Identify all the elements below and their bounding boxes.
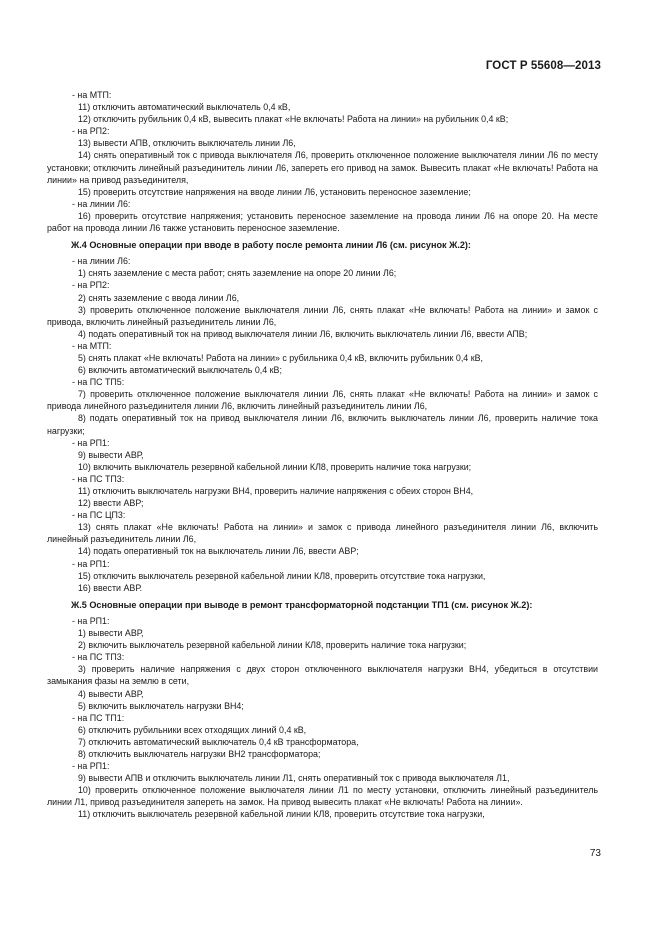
- location-label: - на РП2:: [72, 126, 110, 137]
- location-label: - на ПС ТП3:: [72, 652, 125, 663]
- procedure-step: 10) проверить отключенное положение выключателя линии Л1 по месту установки, отключить линейный разъединитель линии Л1, привод разъединителя запереть на замок. На привод вывесить плакат «Не включать! Работа на линии».: [47, 785, 598, 808]
- procedure-step: 2) включить выключатель резервной кабельной линии КЛ8, проверить наличие тока нагрузки;: [78, 640, 467, 651]
- location-label: - на МТП:: [72, 340, 112, 351]
- procedure-step: 6) отключить рубильники всех отходящих линий 0,4 кВ,: [78, 724, 307, 735]
- procedure-step: 13) снять плакат «Не включать! Работа на линии» и замок с привода линейного разъединителя линии Л6, включить линейный разъединитель линии Л6,: [47, 522, 598, 545]
- location-label: - на ПС ЦП3:: [72, 510, 126, 521]
- procedure-step: 4) вывести АВР,: [78, 688, 144, 699]
- procedure-step: 15) проверить отсутствие напряжения на вводе линии Л6, установить переносное заземление;: [78, 186, 471, 197]
- procedure-step: 1) снять заземление с места работ; снять заземление на опоре 20 линии Л6;: [78, 268, 397, 279]
- procedure-step: 3) проверить отключенное положение выключателя линии Л6, снять плакат «Не включать! Работа на линии» и замок с привода, включить линейный разъединитель линии Л6,: [47, 304, 598, 327]
- procedure-step: 1) вывести АВР,: [78, 628, 144, 639]
- procedure-step: 14) снять оперативный ток с привода выключателя Л6, проверить отключенное положение выключателя линии Л6 по месту установки; отключить линейный разъединитель линии Л6, запереть его привод на замок. Вывесить плакат «Не включать! Работа на линии» на привод разъединителя,: [47, 150, 598, 185]
- section-heading: Ж.4 Основные операции при вводе в работу после ремонта линии Л6 (см. рисунок Ж.2):: [71, 240, 471, 251]
- procedure-step: 8) отключить выключатель нагрузки ВН2 трансформатора;: [78, 748, 321, 759]
- procedure-step: 14) подать оперативный ток на выключатель линии Л6, ввести АВР;: [78, 546, 359, 557]
- location-label: - на РП2:: [72, 280, 110, 291]
- procedure-step: 4) подать оперативный ток на привод выключателя линии Л6, включить выключатель линии Л6, ввести АПВ;: [78, 328, 528, 339]
- procedure-step: 8) подать оперативный ток на привод выключателя линии Л6, включить выключатель линии Л6, проверить наличие тока нагрузки;: [47, 413, 598, 436]
- location-label: - на МТП:: [72, 90, 112, 100]
- procedure-step: 12) ввести АВР;: [78, 498, 144, 509]
- procedure-step: 11) отключить автоматический выключатель 0,4 кВ,: [78, 102, 291, 113]
- section-heading: Ж.5 Основные операции при выводе в ремонт трансформаторной подстанции ТП1 (см. рисунок Ж.2):: [71, 599, 533, 610]
- location-label: - на ПС ТП1:: [72, 712, 125, 723]
- procedure-step: 16) ввести АВР.: [78, 582, 143, 593]
- procedure-step: 7) отключить автоматический выключатель 0,4 кВ трансформатора,: [78, 736, 359, 747]
- location-label: - на ПС ТП5:: [72, 377, 125, 388]
- procedure-step: 9) вывести АПВ и отключить выключатель линии Л1, снять оперативный ток с привода выключателя Л1,: [78, 773, 510, 784]
- location-label: - на РП1:: [72, 558, 110, 569]
- procedure-step: 5) включить выключатель нагрузки ВН4;: [78, 700, 244, 711]
- procedure-step: 10) включить выключатель резервной кабельной линии КЛ8, проверить наличие тока нагрузки;: [78, 461, 472, 472]
- location-label: - на РП1:: [72, 615, 110, 626]
- procedure-step: 6) включить автоматический выключатель 0,4 кВ;: [78, 365, 282, 376]
- procedure-step: 2) снять заземление с ввода линии Л6,: [78, 292, 240, 303]
- location-label: - на ПС ТП3:: [72, 473, 125, 484]
- procedure-step: 12) отключить рубильник 0,4 кВ, вывесить плакат «Не включать! Работа на линии» на рубильник 0,4 кВ;: [78, 114, 509, 125]
- location-label: - на РП1:: [72, 437, 110, 448]
- document-body: [47, 89, 598, 821]
- procedure-step: 11) отключить выключатель резервной кабельной линии КЛ8, проверить отсутствие тока нагрузки,: [78, 809, 485, 820]
- procedure-step: 7) проверить отключенное положение выключателя линии Л6, снять плакат «Не включать! Работа на линии» и замок с привода линейного разъединителя линии Л6, включить линейный разъединитель линии Л6,: [47, 389, 598, 412]
- page-number: 73: [589, 848, 601, 859]
- procedure-step: 16) проверить отсутствие напряжения; установить переносное заземление на провода линии Л6 на опоре 20. На месте работ на провода линии Л6 также установить переносное заземление.: [47, 210, 598, 234]
- location-label: - на линии Л6:: [72, 256, 131, 267]
- document-standard-id: ГОСТ Р 55608—2013: [485, 60, 601, 72]
- procedure-step: 9) вывести АВР,: [78, 449, 144, 460]
- procedure-step: 15) отключить выключатель резервной кабельной линии КЛ8, проверить отсутствие тока нагрузки,: [78, 570, 486, 581]
- location-label: - на РП1:: [72, 761, 110, 772]
- procedure-step: 5) снять плакат «Не включать! Работа на линии» с рубильника 0,4 кВ, включить рубильник 0,4 кВ,: [78, 352, 483, 363]
- location-label: - на линии Л6:: [72, 198, 131, 209]
- procedure-step: 13) вывести АПВ, отключить выключатель линии Л6,: [78, 138, 296, 149]
- procedure-step: 3) проверить наличие напряжения с двух сторон отключенного выключателя нагрузки ВН4, убедиться в отсутствии замыкания фазы на землю в сети,: [47, 664, 598, 687]
- procedure-step: 11) отключить выключатель нагрузки ВН4, проверить наличие напряжения с обеих сторон ВН4,: [78, 486, 474, 496]
